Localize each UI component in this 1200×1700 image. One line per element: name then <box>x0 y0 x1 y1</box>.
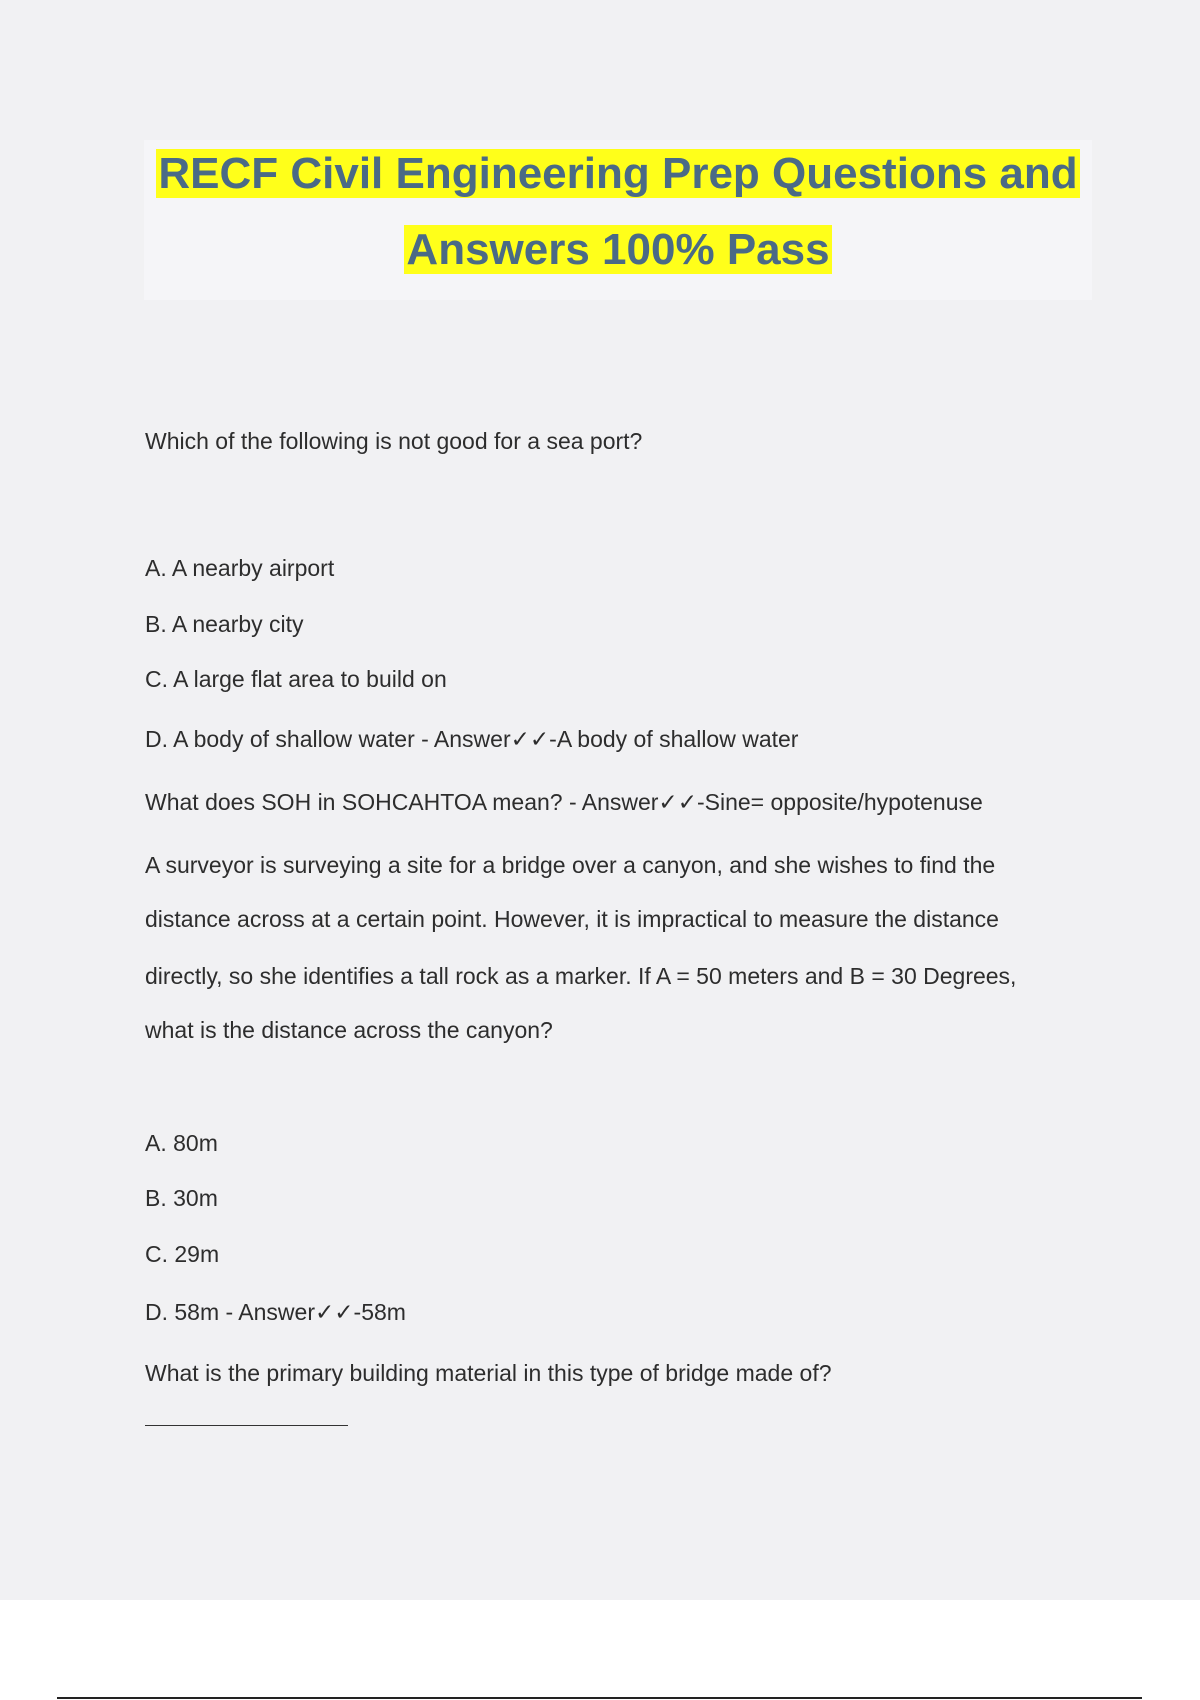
title-line-1: RECF Civil Engineering Prep Questions and <box>158 149 1078 198</box>
question-1: Which of the following is not good for a sea port? <box>145 428 643 454</box>
q1-option-b: B. A nearby city <box>145 611 304 637</box>
title-line-2: Answers 100% Pass <box>406 225 830 274</box>
question-4: What is the primary building material in this type of bridge made of? <box>145 1360 832 1386</box>
footer-divider <box>57 1697 1142 1699</box>
q3-option-d-answer: D. 58m - Answer✓✓-58m <box>145 1299 406 1325</box>
q3-option-b: B. 30m <box>145 1185 218 1211</box>
q1-option-c: C. A large flat area to build on <box>145 666 447 692</box>
question-3-line-1: A surveyor is surveying a site for a bridge over a canyon, and she wishes to find the <box>145 852 996 878</box>
answer-blank-line <box>145 1425 348 1426</box>
question-2-answer: What does SOH in SOHCAHTOA mean? - Answer✓✓-Sine= opposite/hypotenuse <box>145 789 983 815</box>
q1-option-a: A. A nearby airport <box>145 555 335 581</box>
q3-option-c: C. 29m <box>145 1241 220 1267</box>
q1-option-d-answer: D. A body of shallow water - Answer✓✓-A body of shallow water <box>145 726 799 752</box>
q3-option-a: A. 80m <box>145 1130 218 1156</box>
question-3-line-4: what is the distance across the canyon? <box>145 1017 553 1043</box>
question-3-line-2: distance across at a certain point. However, it is impractical to measure the distance <box>145 906 999 932</box>
question-3-line-3: directly, so she identifies a tall rock as a marker. If A = 50 meters and B = 30 Degrees, <box>145 963 1017 989</box>
title-block <box>144 140 1092 300</box>
